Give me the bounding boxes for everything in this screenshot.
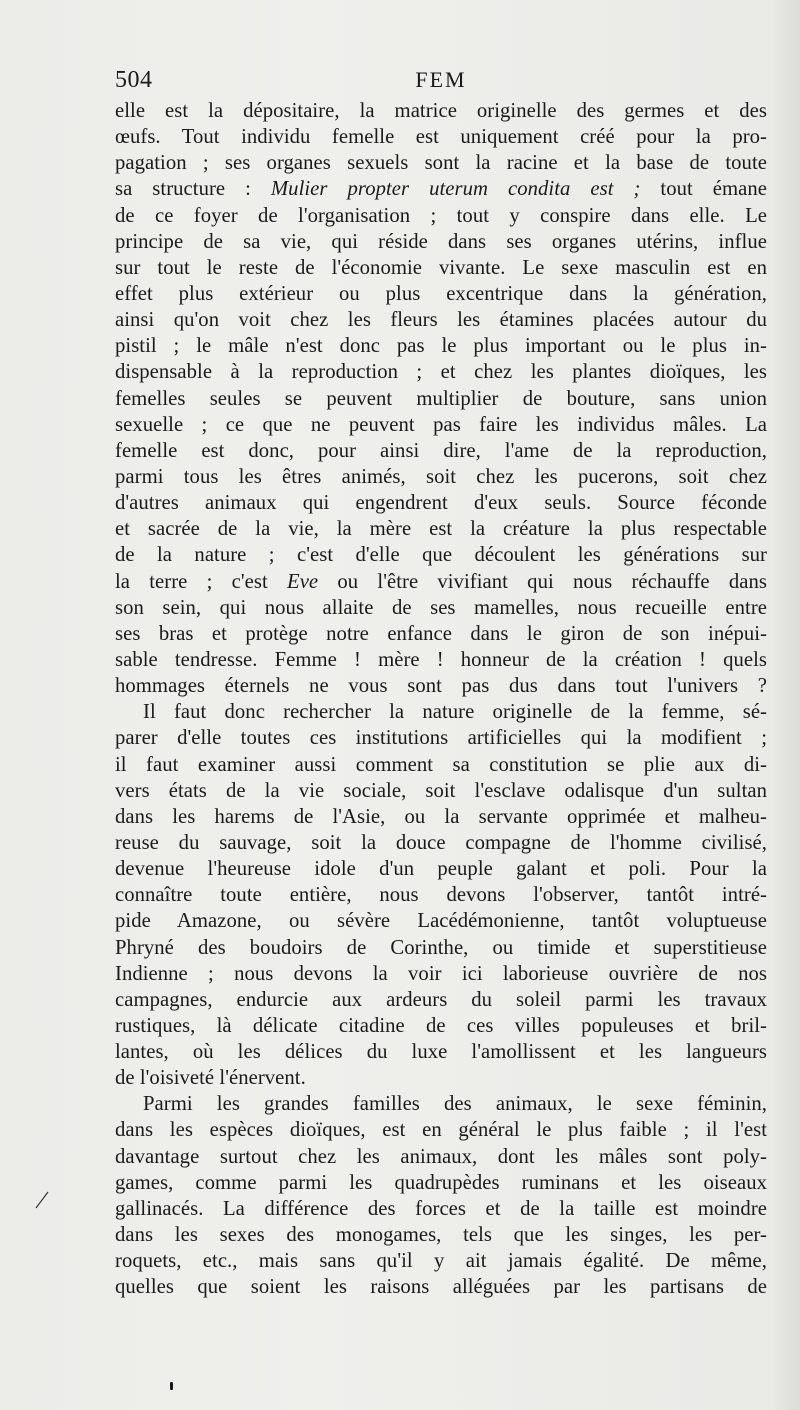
text-line: sur tout le reste de l'économie vivante. Le sexe masculin est en	[115, 256, 767, 279]
text-line: reuse du sauvage, soit la douce compagne de l'homme civilisé,	[115, 831, 767, 854]
text-line: et sacrée de la vie, la mère est la créature la plus respectable	[115, 518, 767, 541]
text-line: dans les harems de l'Asie, ou la servante opprimée et malheu-	[115, 805, 767, 828]
ink-dot-mark	[170, 1382, 173, 1390]
text-line: games, comme parmi les quadrupèdes ruminans et les oiseaux	[115, 1171, 767, 1194]
text-segment: la terre ; c'est	[115, 570, 288, 593]
text-line: quelles que soient les raisons alléguées par les partisans de	[115, 1276, 767, 1299]
text-line: parer d'elle toutes ces institutions artificielles qui la modifient ;	[115, 727, 767, 750]
text-line: gallinacés. La différence des forces et de la taille est moindre	[115, 1197, 767, 1220]
text-line: Phryné des boudoirs de Corinthe, ou timide et superstitieuse	[115, 936, 767, 959]
text-line: ainsi qu'on voit chez les fleurs les étamines placées autour du	[115, 309, 767, 332]
text-line: de la nature ; c'est d'elle que découlent les générations sur	[115, 544, 767, 567]
text-line: Il faut donc rechercher la nature originelle de la femme, sé-	[143, 701, 767, 724]
text-line: de l'oisiveté l'énervent.	[115, 1067, 306, 1090]
text-line	[115, 176, 767, 202]
text-line: lantes, où les délices du luxe l'amollissent et les langueurs	[115, 1041, 767, 1064]
text-line: ses bras et protège notre enfance dans le giron de son inépui-	[115, 622, 767, 645]
text-segment: ou l'être vivifiant qui nous réchauffe dans	[318, 570, 767, 593]
text-line: dispensable à la reproduction ; et chez les plantes dioïques, les	[115, 361, 767, 384]
text-line: pide Amazone, ou sévère Lacédémonienne, tantôt voluptueuse	[115, 910, 767, 933]
page-number: 504	[115, 67, 153, 93]
text-line: rustiques, là délicate citadine de ces villes populeuses et bril-	[115, 1014, 767, 1037]
text-line: elle est la dépositaire, la matrice originelle des germes et des	[115, 100, 767, 122]
italic-phrase: Eve	[287, 570, 319, 593]
text-line: sable tendresse. Femme ! mère ! honneur de la création ! quels	[115, 648, 767, 671]
text-line: son sein, qui nous allaite de ses mamelles, nous recueille entre	[115, 596, 767, 619]
text-line: effet plus extérieur ou plus excentrique dans la génération,	[115, 282, 767, 305]
text-line: pagation ; ses organes sexuels sont la racine et la base de toute	[115, 152, 767, 175]
text-line: œufs. Tout individu femelle est uniquement créé pour la pro-	[115, 126, 767, 149]
text-line: hommages éternels ne vous sont pas dus dans tout l'univers ?	[115, 675, 767, 698]
text-line: il faut examiner aussi comment sa constitution se plie aux di-	[115, 753, 767, 776]
text-line: principe de sa vie, qui réside dans ses organes utérins, influe	[115, 230, 767, 253]
text-segment: tout émane	[640, 178, 767, 201]
text-line: Indienne ; nous devons la voir ici laborieuse ouvrière de nos	[115, 962, 767, 985]
running-head: FEM	[415, 67, 467, 92]
text-line: d'autres animaux qui engendrent d'eux seuls. Source féconde	[115, 492, 767, 515]
text-line: femelles seules se peuvent multiplier de bouture, sans union	[115, 387, 767, 410]
text-segment: sa structure :	[115, 178, 271, 201]
text-line: femelle est donc, pour ainsi dire, l'ame de la reproduction,	[115, 439, 767, 462]
margin-stroke-mark	[34, 1190, 50, 1210]
text-line: devenue l'heureuse idole d'un peuple galant et poli. Pour la	[115, 858, 767, 881]
text-line: parmi tous les êtres animés, soit chez les pucerons, soit chez	[115, 465, 767, 488]
body-text	[115, 98, 767, 1300]
text-line: sexuelle ; ce que ne peuvent pas faire les individus mâles. La	[115, 413, 767, 436]
text-line: roquets, etc., mais sans qu'il y ait jamais égalité. De même,	[115, 1250, 767, 1273]
text-line: connaître toute entière, nous devons l'observer, tantôt intré-	[115, 884, 767, 907]
text-line: vers états de la vie sociale, soit l'esclave odalisque d'un sultan	[115, 779, 767, 802]
text-line: davantage surtout chez les animaux, dont les mâles sont poly-	[115, 1145, 767, 1168]
text-line: Parmi les grandes familles des animaux, le sexe féminin,	[143, 1093, 767, 1116]
text-line: pistil ; le mâle n'est donc pas le plus important ou le plus in-	[115, 335, 767, 358]
text-line: dans les sexes des monogames, tels que les singes, les per-	[115, 1224, 767, 1247]
text-line: dans les espèces dioïques, est en général le plus faible ; il l'est	[115, 1119, 767, 1142]
text-line: de ce foyer de l'organisation ; tout y conspire dans elle. Le	[115, 204, 767, 227]
italic-phrase: Mulier propter uterum condita est ;	[270, 178, 641, 201]
text-line	[115, 569, 767, 595]
text-line: campagnes, endurcie aux ardeurs du soleil parmi les travaux	[115, 988, 767, 1011]
page-header	[115, 66, 767, 94]
